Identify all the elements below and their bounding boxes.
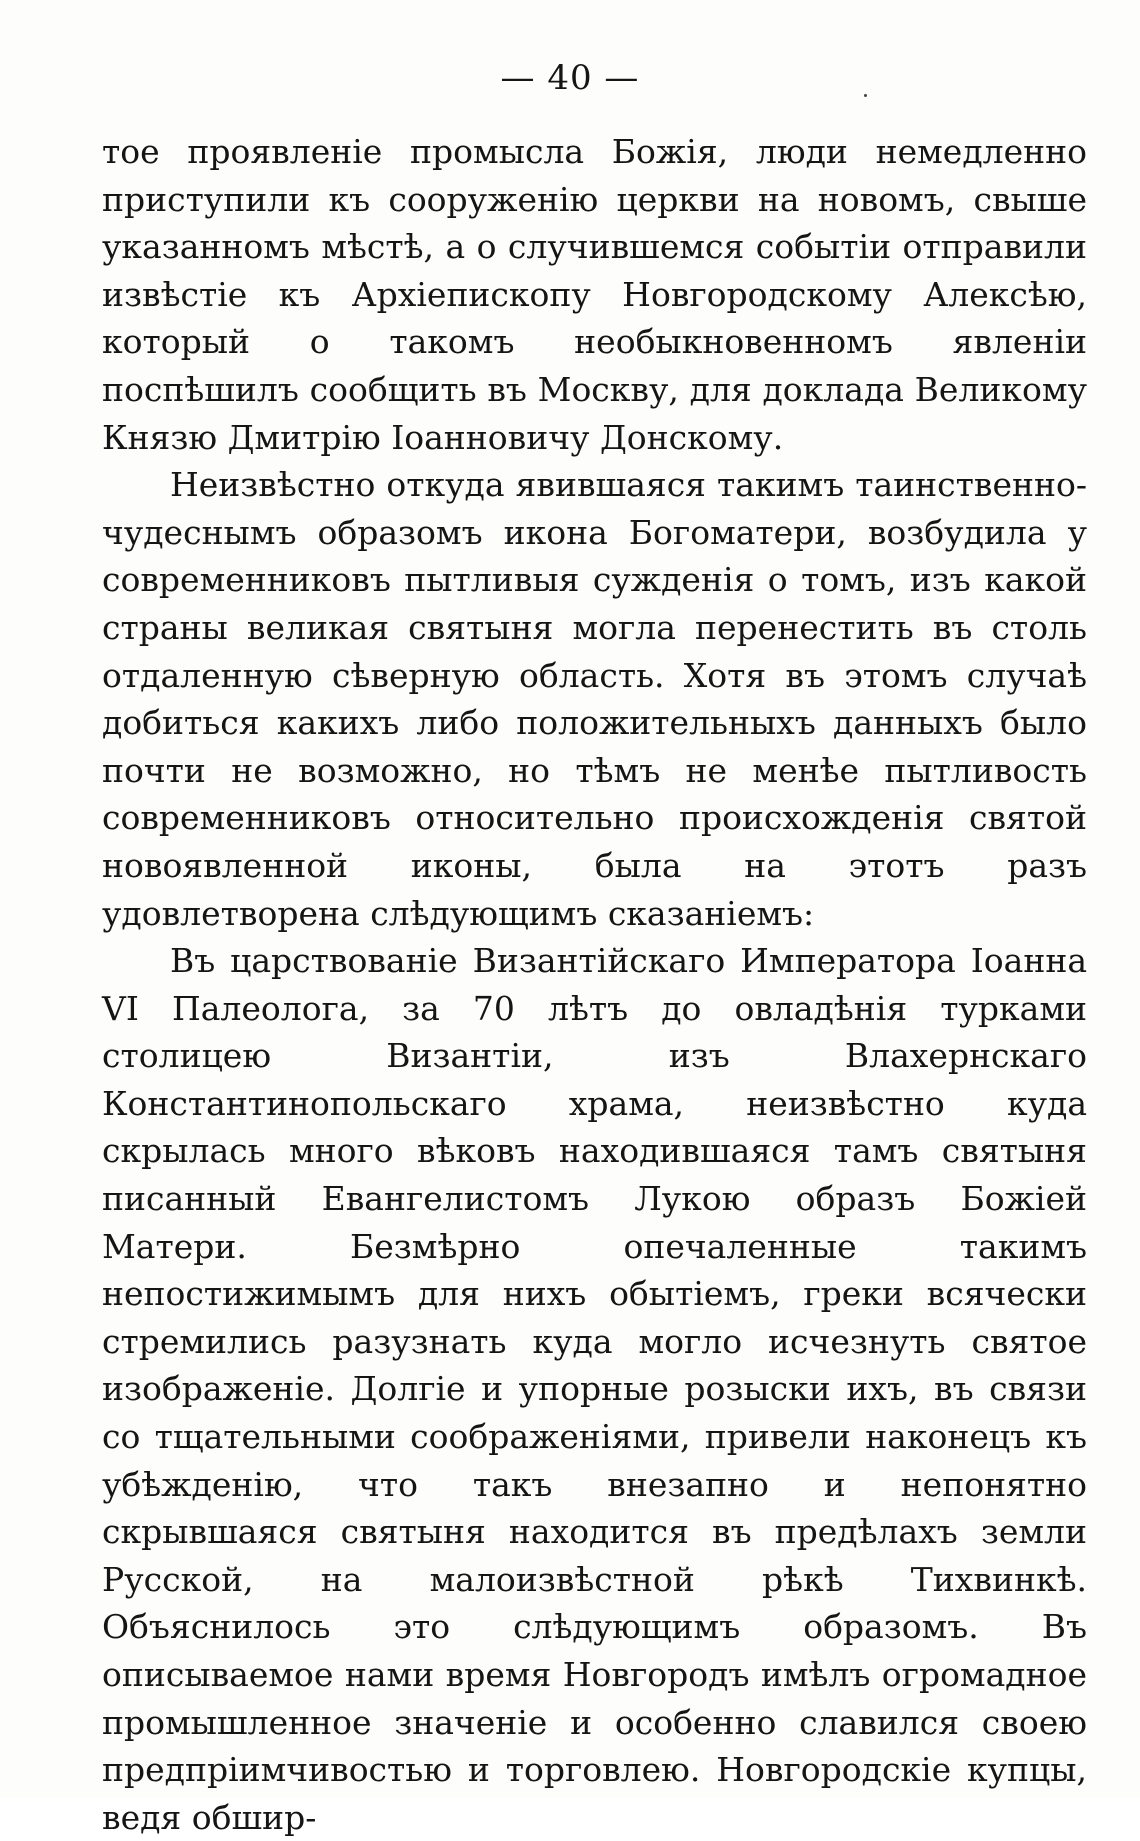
scan-speck: [864, 94, 867, 97]
paragraph-3: Въ царствованіе Византійскаго Императора Іоанна VI Палеолога, за 70 лѣтъ до овладѣнія турками столицею Византіи, изъ Влахернскаго Константинопольскаго храма, неизвѣстно куда скрылась много вѣковъ находившаяся тамъ святыня писанный Евангелистомъ Лукою образъ Божіей Матери. Безмѣрно опечаленные такимъ непостижимымъ для нихъ обытіемъ, греки всячески стремились разузнать куда могло исчезнуть святое изображеніе. Долгіе и упорные розыски ихъ, въ связи со тщательными соображеніями, привели наконецъ къ убѣжденію, что такъ внезапно и непонятно скрывшаяся святыня находится въ предѣлахъ земли Русской, на малоизвѣстной рѣкѣ Тихвинкѣ. Объяснилось это слѣдующимъ образомъ. Въ описываемое нами время Новгородъ имѣлъ огромадное промышленное значеніе и особенно славился своею предпріимчивостью и торговлею. Новгородскіе купцы, ведя обшир-: [102, 941, 1087, 1837]
paragraph-1: тое проявленіе промысла Божія, люди немедленно приступили къ сооруженію церкви на новомъ, свыше указанномъ мѣстѣ, а о случившемся событіи отправили извѣстіе къ Архіепископу Новгородскому Алексѣю, который о такомъ необыкновенномъ явленіи поспѣшилъ сообщить въ Москву, для доклада Великому Князю Дмитрію Іоанновичу Донскому.: [102, 132, 1087, 457]
page-body: [102, 128, 1087, 1841]
page-number: — 40 —: [500, 58, 640, 98]
paragraph-2: Неизвѣстно откуда явившаяся такимъ таинственно-чудеснымъ образомъ икона Богоматери, возбудила у современниковъ пытливыя сужденія о томъ, изъ какой страны великая святыня могла перенестить въ столь отдаленную сѣверную область. Хотя въ этомъ случаѣ добиться какихъ либо положительныхъ данныхъ было почти не возможно, но тѣмъ не менѣе пытливость современниковъ относительно происхожденія святой новоявленной иконы, была на этотъ разъ удовлетворена слѣдующимъ сказаніемъ:: [102, 465, 1087, 933]
